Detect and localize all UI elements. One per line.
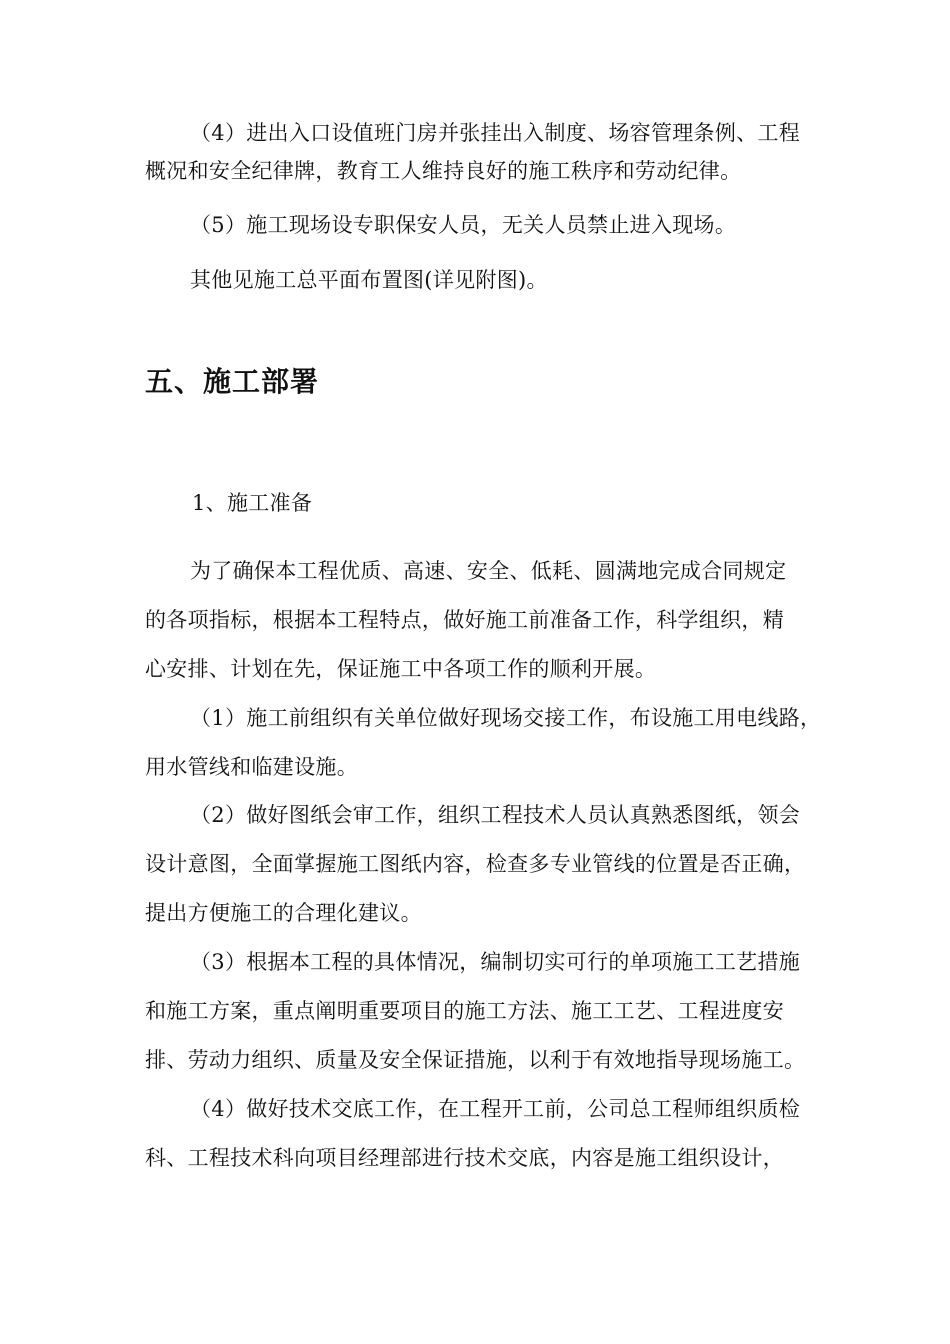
paragraph-line: 科、工程技术科向项目经理部进行技术交底，内容是施工组织设计， — [145, 1146, 784, 1170]
paragraph-line: 用水管线和临建设施。 — [145, 755, 358, 779]
paragraph-line: （2）做好图纸会审工作，组织工程技术人员认真熟悉图纸，领会 — [190, 803, 801, 827]
paragraph-line: 和施工方案，重点阐明重要项目的施工方法、施工工艺、工程进度安 — [145, 999, 784, 1023]
paragraph-line: 排、劳动力组织、质量及安全保证措施，以利于有效地指导现场施工。 — [145, 1048, 806, 1072]
paragraph-line: 概况和安全纪律牌，教育工人维持良好的施工秩序和劳动纪律。 — [145, 159, 742, 183]
paragraph-line: 设计意图，全面掌握施工图纸内容，检查多专业管线的位置是否正确， — [145, 852, 806, 876]
paragraph-line: （1）施工前组织有关单位做好现场交接工作，布设施工用电线路， — [190, 706, 822, 730]
section-heading: 五、施工部署 — [145, 365, 320, 398]
paragraph-line: （4）做好技术交底工作，在工程开工前，公司总工程师组织质检 — [190, 1097, 801, 1121]
paragraph-line: 为了确保本工程优质、高速、安全、低耗、圆满地完成合同规定 — [190, 559, 787, 583]
paragraph-line: （3）根据本工程的具体情况，编制切实可行的单项施工工艺措施 — [190, 950, 801, 974]
paragraph-line: （4）进出入口设值班门房并张挂出入制度、场容管理条例、工程 — [190, 121, 801, 145]
subsection-heading: 1、施工准备 — [192, 491, 313, 515]
paragraph-line: 提出方便施工的合理化建议。 — [145, 901, 422, 925]
paragraph-line: 其他见施工总平面布置图(详见附图)。 — [190, 268, 548, 292]
paragraph-line: 心安排、计划在先，保证施工中各项工作的顺利开展。 — [145, 657, 657, 681]
paragraph-line: （5）施工现场设专职保安人员，无关人员禁止进入现场。 — [190, 213, 737, 237]
paragraph-line: 的各项指标，根据本工程特点，做好施工前准备工作，科学组织，精 — [145, 608, 784, 632]
